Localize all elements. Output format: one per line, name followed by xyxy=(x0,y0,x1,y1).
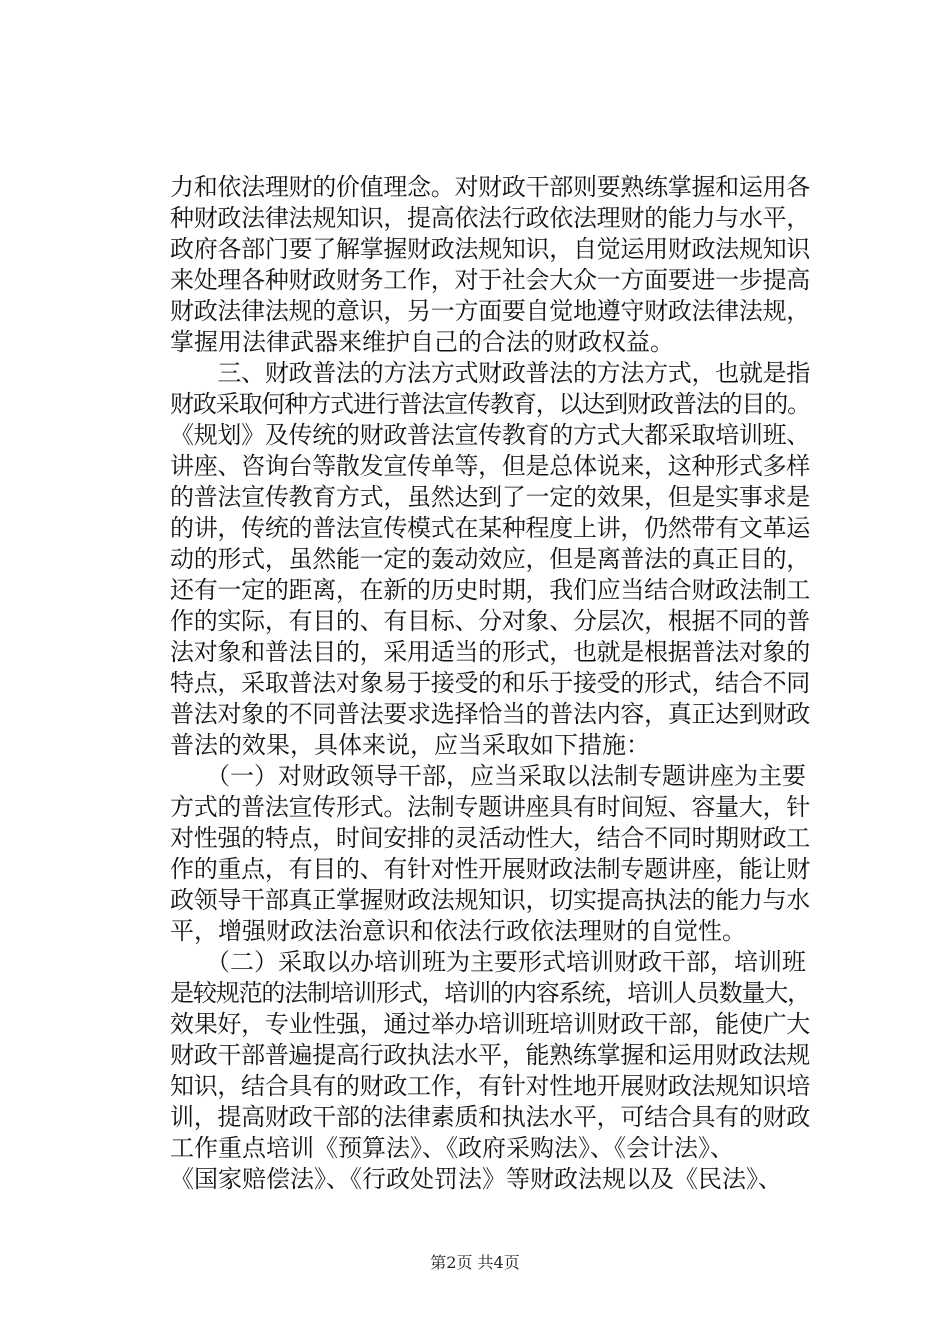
text-line: 法对象和普法目的，采用适当的形式，也就是根据普法对象的 xyxy=(170,638,810,666)
text-line: 效果好，专业性强，通过举办培训班培训财政干部，能使广大 xyxy=(170,1010,810,1038)
body-text xyxy=(170,172,810,1195)
text-line: 知识，结合具有的财政工作，有针对性地开展财政法规知识培 xyxy=(170,1072,810,1100)
text-line: 掌握用法律武器来维护自己的合法的财政权益。 xyxy=(170,328,674,356)
text-line: 是较规范的法制培训形式，培训的内容系统，培训人员数量大， xyxy=(170,979,810,1007)
text-line: 三、财政普法的方法方式财政普法的方法方式，也就是指 xyxy=(170,359,810,387)
text-line: 讲座、咨询台等散发宣传单等，但是总体说来，这种形式多样 xyxy=(170,452,810,480)
page-footer xyxy=(0,1250,950,1273)
text-line: 来处理各种财政财务工作，对于社会大众一方面要进一步提高 xyxy=(170,266,810,294)
text-line: 工作重点培训《预算法》、《政府采购法》、《会计法》、 xyxy=(170,1134,734,1162)
text-line: 对性强的特点，时间安排的灵活动性大，结合不同时期财政工 xyxy=(170,824,810,852)
text-line: 种财政法律法规知识，提高依法行政依法理财的能力与水平， xyxy=(170,204,810,232)
page-number: 第2页 共4页 xyxy=(430,1253,520,1272)
text-line: 《规划》及传统的财政普法宣传教育的方式大都采取培训班、 xyxy=(170,421,810,449)
text-line: 动的形式，虽然能一定的轰动效应，但是离普法的真正目的， xyxy=(170,545,810,573)
text-line: 政领导干部真正掌握财政法规知识，切实提高执法的能力与水 xyxy=(170,886,810,914)
text-line: 作的重点，有目的、有针对性开展财政法制专题讲座，能让财 xyxy=(170,855,810,883)
text-line: 财政干部普遍提高行政执法水平，能熟练掌握和运用财政法规 xyxy=(170,1041,810,1069)
text-line: 普法的效果，具体来说，应当采取如下措施： xyxy=(170,731,650,759)
text-line: 的讲，传统的普法宣传模式在某种程度上讲，仍然带有文革运 xyxy=(170,514,810,542)
text-line: 作的实际，有目的、有目标、分对象、分层次，根据不同的普 xyxy=(170,607,810,635)
text-line: 方式的普法宣传形式。法制专题讲座具有时间短、容量大，针 xyxy=(170,793,810,821)
text-line: 特点，采取普法对象易于接受的和乐于接受的形式，结合不同 xyxy=(170,669,810,697)
text-line: 财政采取何种方式进行普法宣传教育，以达到财政普法的目的。 xyxy=(170,390,810,418)
text-line: 力和依法理财的价值理念。对财政干部则要熟练掌握和运用各 xyxy=(170,173,810,201)
text-line: 平，增强财政法治意识和依法行政依法理财的自觉性。 xyxy=(170,917,746,945)
text-line: （二）采取以办培训班为主要形式培训财政干部，培训班 xyxy=(170,948,806,976)
text-line: 训，提高财政干部的法律素质和执法水平，可结合具有的财政 xyxy=(170,1103,810,1131)
text-line: 的普法宣传教育方式，虽然达到了一定的效果，但是实事求是 xyxy=(170,483,810,511)
text-line: 财政法律法规的意识，另一方面要自觉地遵守财政法律法规， xyxy=(170,297,810,325)
text-line: 《国家赔偿法》、《行政处罚法》等财政法规以及《民法》、 xyxy=(170,1165,782,1193)
text-line: 普法对象的不同普法要求选择恰当的普法内容，真正达到财政 xyxy=(170,700,810,728)
text-line: 政府各部门要了解掌握财政法规知识，自觉运用财政法规知识 xyxy=(170,235,810,263)
text-line: 还有一定的距离，在新的历史时期，我们应当结合财政法制工 xyxy=(170,576,810,604)
text-line: （一）对财政领导干部，应当采取以法制专题讲座为主要 xyxy=(170,762,806,790)
